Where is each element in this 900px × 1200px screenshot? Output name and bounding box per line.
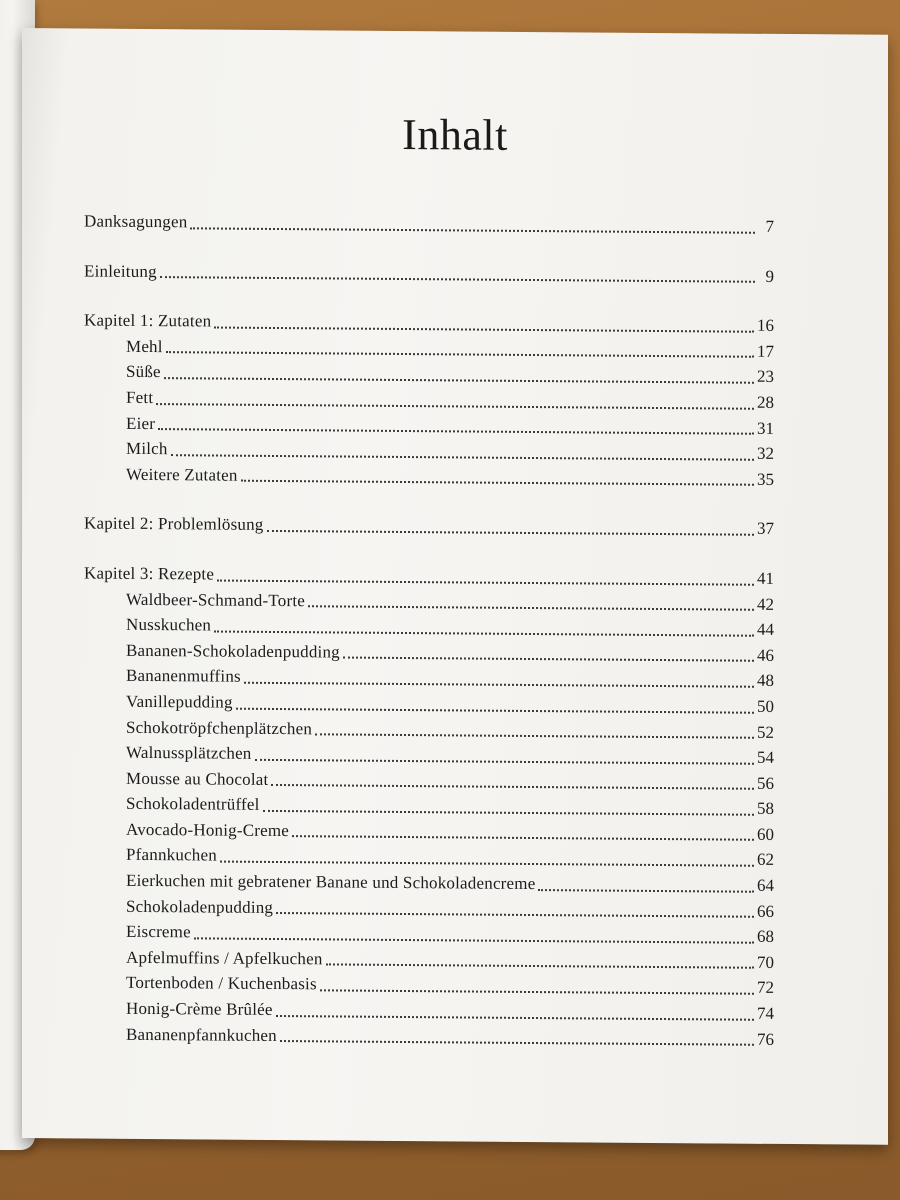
dot-leader bbox=[236, 706, 754, 713]
toc-entry-label: Eiscreme bbox=[126, 922, 191, 942]
toc-entry-page: 70 bbox=[757, 952, 774, 972]
dot-leader bbox=[160, 275, 755, 283]
toc-entry-page: 68 bbox=[757, 927, 774, 947]
toc-entry-page: 54 bbox=[757, 747, 774, 768]
dot-leader bbox=[276, 1014, 754, 1021]
toc-entry-label: Eierkuchen mit gebratener Banane und Schokoladencreme bbox=[126, 870, 536, 894]
dot-leader bbox=[241, 479, 754, 486]
toc-entry-label: Waldbeer-Schmand-Torte bbox=[126, 589, 305, 610]
dot-leader bbox=[263, 809, 754, 816]
toc-entry-label: Süße bbox=[126, 362, 161, 382]
toc-entry-label: Bananenpfannkuchen bbox=[126, 1024, 277, 1045]
toc-entry-page: 16 bbox=[757, 315, 774, 336]
toc-entry-page: 31 bbox=[757, 418, 774, 438]
toc-entry-page: 76 bbox=[757, 1029, 774, 1049]
toc-entry-label: Mousse au Chocolat bbox=[126, 768, 269, 789]
toc-entry-page: 35 bbox=[757, 469, 774, 489]
toc-entry-label: Bananen-Schokoladenpudding bbox=[126, 640, 340, 662]
toc-entry-page: 58 bbox=[757, 799, 774, 819]
toc-entry-page: 48 bbox=[757, 671, 774, 691]
dot-leader bbox=[326, 963, 754, 969]
toc-entry-page: 66 bbox=[757, 901, 774, 921]
toc-entry-kapitel-1 bbox=[84, 308, 774, 339]
toc-entry-label: Eier bbox=[126, 413, 156, 433]
toc-entry-page: 23 bbox=[757, 367, 774, 387]
dot-leader bbox=[158, 427, 754, 435]
page-title: Inhalt bbox=[402, 109, 508, 160]
toc-entry-page: 37 bbox=[757, 519, 774, 539]
dot-leader bbox=[190, 226, 755, 233]
dot-leader bbox=[244, 681, 754, 688]
dot-leader bbox=[538, 888, 754, 893]
toc-entry-page: 44 bbox=[757, 619, 774, 640]
toc-entry-label: Nusskuchen bbox=[126, 614, 212, 635]
toc-entry-label: Milch bbox=[126, 438, 168, 459]
dot-leader bbox=[315, 732, 754, 738]
toc-entry-bananenpfannkuchen bbox=[84, 1021, 774, 1052]
dot-leader bbox=[217, 578, 754, 585]
toc-entry-label: Mehl bbox=[126, 336, 163, 356]
toc-entry-label: Bananenmuffins bbox=[126, 666, 241, 687]
dot-leader bbox=[276, 911, 754, 918]
toc-entry-page: 28 bbox=[757, 392, 774, 412]
toc-entry-page: 74 bbox=[757, 1003, 774, 1023]
dot-leader bbox=[194, 936, 754, 943]
dot-leader bbox=[214, 325, 754, 332]
dot-leader bbox=[156, 402, 754, 410]
toc-entry-label: Pfannkuchen bbox=[126, 845, 217, 865]
toc-entry-danksagungen bbox=[84, 208, 774, 239]
toc-entry-label: Kapitel 3: Rezepte bbox=[84, 563, 215, 584]
book-page bbox=[22, 28, 888, 1145]
dot-leader bbox=[164, 376, 754, 384]
toc-entry-page: 50 bbox=[757, 696, 774, 716]
toc-entry-kapitel-2 bbox=[84, 511, 774, 542]
dot-leader bbox=[308, 604, 754, 611]
toc-entry-page: 7 bbox=[765, 216, 774, 236]
dot-leader bbox=[320, 988, 754, 994]
toc-entry-label: Apfelmuffins / Apfelkuchen bbox=[126, 947, 323, 969]
toc-entry-label: Kapitel 1: Zutaten bbox=[84, 310, 212, 331]
toc-entry-label: Vanillepudding bbox=[126, 691, 233, 712]
toc-entry-page: 72 bbox=[757, 978, 774, 998]
toc-entry-label: Fett bbox=[126, 387, 154, 407]
toc-entry-page: 60 bbox=[757, 824, 774, 844]
toc-entry-einleitung bbox=[84, 258, 774, 289]
dot-leader bbox=[271, 783, 754, 790]
toc-entry-label: Avocado-Honig-Creme bbox=[126, 819, 290, 840]
toc-entry-label: Schokoladenpudding bbox=[126, 896, 274, 917]
toc-entry-label: Honig-Crème Brûlée bbox=[126, 998, 273, 1019]
toc-entry-label: Danksagungen bbox=[84, 211, 188, 232]
toc-entry-page: 41 bbox=[757, 568, 774, 588]
toc-entry-label: Kapitel 2: Problemlösung bbox=[84, 513, 264, 535]
toc-entry-page: 64 bbox=[757, 875, 774, 895]
table-of-contents bbox=[84, 208, 774, 1052]
toc-entry-page: 46 bbox=[757, 645, 774, 665]
toc-entry-label: Tortenboden / Kuchenbasis bbox=[126, 973, 317, 994]
dot-leader bbox=[343, 656, 754, 662]
dot-leader bbox=[280, 1039, 754, 1046]
toc-entry-label: Weitere Zutaten bbox=[126, 464, 238, 485]
toc-entry-weitere-zutaten bbox=[84, 461, 774, 492]
dot-leader bbox=[267, 529, 754, 536]
dot-leader bbox=[255, 758, 754, 765]
dot-leader bbox=[171, 453, 754, 461]
toc-entry-page: 56 bbox=[757, 773, 774, 793]
dot-leader bbox=[292, 835, 754, 842]
toc-entry-page: 42 bbox=[757, 594, 774, 614]
toc-entry-page: 52 bbox=[757, 722, 774, 742]
dot-leader bbox=[220, 860, 754, 867]
dot-leader bbox=[166, 351, 754, 359]
toc-entry-page: 62 bbox=[757, 850, 774, 870]
toc-entry-label: Walnussplätzchen bbox=[126, 742, 252, 763]
dot-leader bbox=[214, 629, 754, 636]
toc-entry-page: 9 bbox=[765, 266, 774, 286]
toc-entry-page: 17 bbox=[757, 341, 774, 361]
toc-entry-label: Schokoladentrüffel bbox=[126, 794, 260, 815]
toc-entry-label: Schokotröpfchenplätzchen bbox=[126, 717, 313, 738]
toc-entry-page: 32 bbox=[757, 443, 774, 464]
toc-entry-label: Einleitung bbox=[84, 261, 157, 281]
